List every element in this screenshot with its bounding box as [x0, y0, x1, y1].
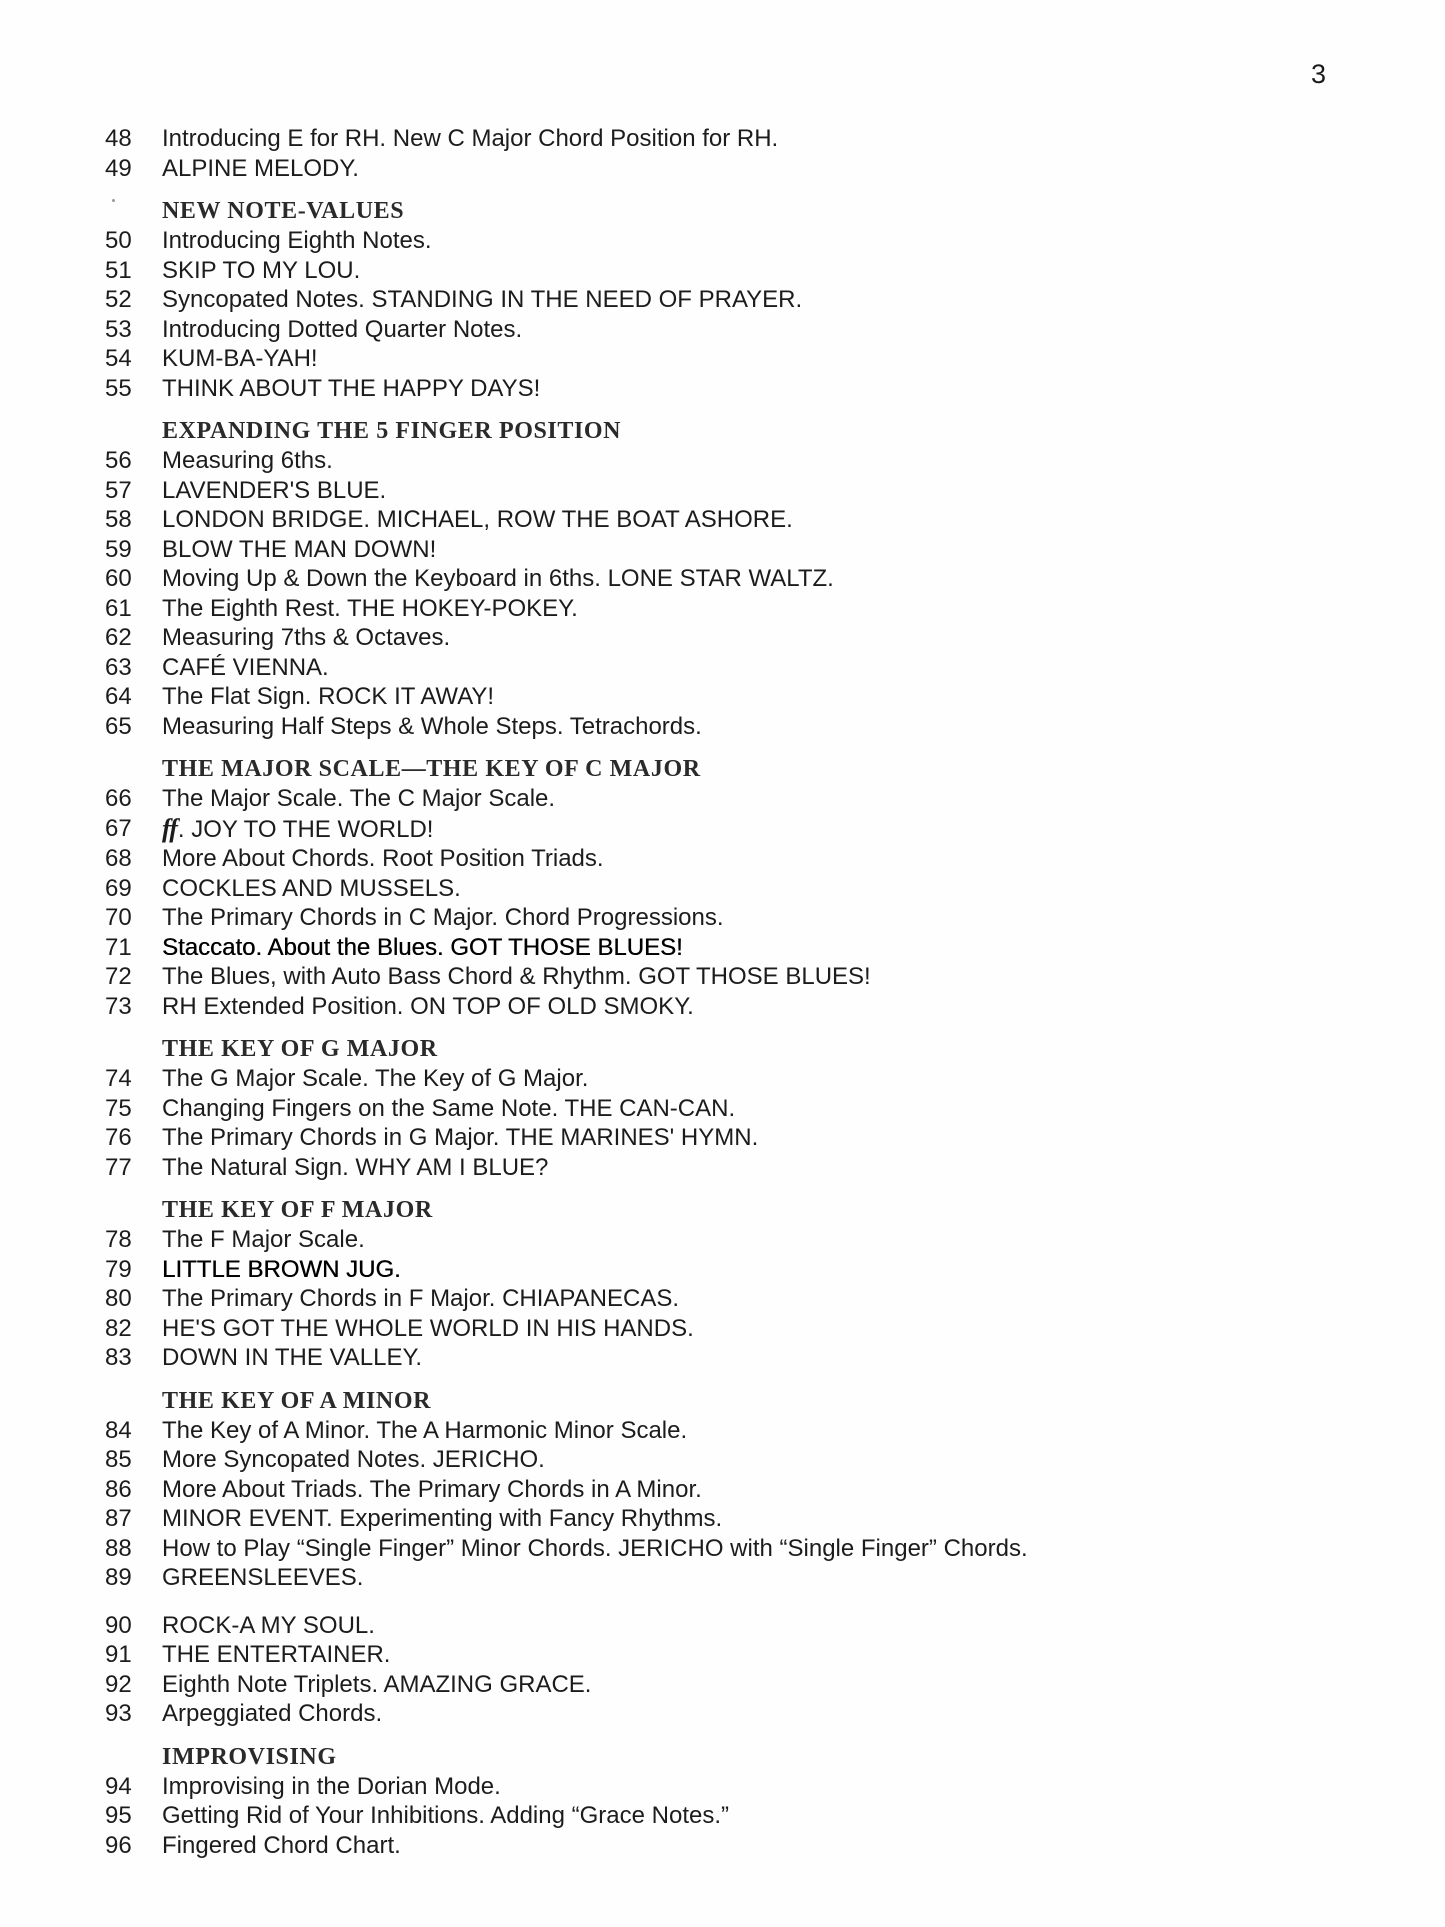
- entry-page-number: 85: [105, 1446, 132, 1473]
- entry-title: Moving Up & Down the Keyboard in 6ths. LONE STAR WALTZ.: [162, 565, 834, 592]
- entry-title: COCKLES AND MUSSELS.: [162, 874, 461, 902]
- entry-title: The Flat Sign. ROCK IT AWAY!: [162, 683, 495, 710]
- entry-title: Measuring 7ths & Octaves.: [162, 624, 451, 651]
- section-heading: THE MAJOR SCALE—THE KEY OF C MAJOR: [162, 756, 701, 782]
- entry-page-number: 95: [105, 1802, 132, 1829]
- entry-page-number: 69: [105, 874, 132, 902]
- entry-title: The Eighth Rest. THE HOKEY-POKEY.: [162, 594, 578, 622]
- toc-entry: [105, 1699, 1385, 1729]
- toc-entry: [105, 476, 1385, 506]
- entry-title: RH Extended Position. ON TOP OF OLD SMOKY.: [162, 992, 694, 1020]
- entry-title: Introducing E for RH. New C Major Chord Position for RH.: [162, 125, 779, 152]
- entry-title: Changing Fingers on the Same Note. THE CAN-CAN.: [162, 1094, 736, 1122]
- toc-entry: [105, 1123, 1385, 1153]
- toc-entry: [105, 535, 1385, 565]
- entry-title: LITTLE BROWN JUG.: [162, 1255, 401, 1283]
- entry-page-number: 89: [105, 1564, 132, 1591]
- entry-page-number: 58: [105, 506, 132, 533]
- toc-entry: [105, 594, 1385, 624]
- entry-title: The Natural Sign. WHY AM I BLUE?: [162, 1153, 549, 1181]
- toc-section: [105, 196, 1385, 403]
- entry-page-number: 57: [105, 476, 132, 504]
- entry-page-number: 66: [105, 785, 132, 812]
- table-of-contents: [105, 124, 1385, 1860]
- toc-entry: [105, 315, 1385, 345]
- toc-entry: [105, 1094, 1385, 1124]
- entry-page-number: 49: [105, 154, 132, 182]
- toc-entry: [105, 1225, 1385, 1255]
- toc-section: [105, 1034, 1385, 1182]
- entry-title: Eighth Note Triplets. AMAZING GRACE.: [162, 1670, 592, 1698]
- toc-entry: [105, 653, 1385, 683]
- section-heading: THE KEY OF G MAJOR: [162, 1036, 438, 1062]
- entry-page-number: 63: [105, 653, 132, 681]
- entry-page-number: 54: [105, 345, 132, 372]
- toc-entry: [105, 374, 1385, 404]
- toc-entry: [105, 1670, 1385, 1700]
- entry-title: DOWN IN THE VALLEY.: [162, 1344, 423, 1371]
- entry-page-number: 88: [105, 1534, 132, 1562]
- entry-title: Introducing Eighth Notes.: [162, 227, 432, 254]
- entry-page-number: 78: [105, 1226, 132, 1253]
- toc-entry: [105, 623, 1385, 653]
- entry-title-text: . JOY TO THE WORLD!: [177, 815, 434, 843]
- entry-title: Introducing Dotted Quarter Notes.: [162, 315, 523, 343]
- toc-section: [105, 416, 1385, 741]
- toc-entry: [105, 814, 1385, 845]
- entry-title: Syncopated Notes. STANDING IN THE NEED OF PRAYER.: [162, 286, 803, 313]
- toc-entry: [105, 1640, 1385, 1670]
- entry-title: MINOR EVENT. Experimenting with Fancy Rhythms.: [162, 1505, 723, 1532]
- toc-entry: [105, 1563, 1385, 1593]
- entry-page-number: 80: [105, 1285, 132, 1312]
- entry-title: The Primary Chords in G Major. THE MARINES' HYMN.: [162, 1124, 759, 1151]
- entry-title: The Primary Chords in C Major. Chord Progressions.: [162, 904, 724, 931]
- toc-entry: [105, 1416, 1385, 1446]
- entry-page-number: 52: [105, 286, 132, 313]
- toc-entry: [105, 1064, 1385, 1094]
- entry-title: LAVENDER'S BLUE.: [162, 476, 387, 504]
- entry-page-number: 84: [105, 1416, 132, 1444]
- entry-title: The G Major Scale. The Key of G Major.: [162, 1065, 589, 1092]
- entry-title: ALPINE MELODY.: [162, 154, 359, 182]
- entry-page-number: 96: [105, 1831, 132, 1859]
- toc-entry: [105, 844, 1385, 874]
- toc-entry: [105, 1831, 1385, 1861]
- toc-entry: [105, 1255, 1385, 1285]
- entry-page-number: 72: [105, 963, 132, 990]
- entry-page-number: 62: [105, 624, 132, 651]
- entry-title: KUM-BA-YAH!: [162, 345, 318, 372]
- entry-title: More About Chords. Root Position Triads.: [162, 845, 604, 872]
- entry-page-number: 51: [105, 256, 132, 284]
- entry-page-number: 92: [105, 1670, 132, 1698]
- toc-entry: [105, 285, 1385, 315]
- entry-title: More About Triads. The Primary Chords in A Minor.: [162, 1475, 702, 1503]
- toc-entry: [105, 933, 1385, 963]
- toc-section: [105, 124, 1385, 183]
- entry-page-number: 91: [105, 1641, 132, 1668]
- entry-page-number: 64: [105, 683, 132, 710]
- entry-page-number: 50: [105, 227, 132, 254]
- entry-page-number: 86: [105, 1475, 132, 1503]
- entry-title: SKIP TO MY LOU.: [162, 256, 361, 284]
- toc-entry: [105, 1772, 1385, 1802]
- toc-entry: [105, 712, 1385, 742]
- toc-entry: [105, 124, 1385, 154]
- entry-title: Staccato. About the Blues. GOT THOSE BLUES!: [162, 933, 683, 961]
- toc-entry: [105, 1475, 1385, 1505]
- entry-page-number: 59: [105, 535, 132, 563]
- section-heading: THE KEY OF F MAJOR: [162, 1197, 433, 1223]
- entry-title: The Blues, with Auto Bass Chord & Rhythm. GOT THOSE BLUES!: [162, 963, 871, 990]
- toc-entry: [105, 564, 1385, 594]
- entry-title: THE ENTERTAINER.: [162, 1641, 391, 1668]
- toc-entry: [105, 1801, 1385, 1831]
- entry-page-number: 68: [105, 845, 132, 872]
- toc-entry: [105, 1504, 1385, 1534]
- toc-entry: [105, 226, 1385, 256]
- entry-page-number: 75: [105, 1094, 132, 1122]
- entry-title: Measuring 6ths.: [162, 447, 333, 474]
- section-heading: EXPANDING THE 5 FINGER POSITION: [162, 418, 622, 444]
- toc-entry: [105, 1314, 1385, 1344]
- entry-title: The Primary Chords in F Major. CHIAPANECAS.: [162, 1285, 680, 1312]
- entry-page-number: 77: [105, 1153, 132, 1181]
- toc-entry: [105, 1445, 1385, 1475]
- toc-entry: [105, 1611, 1385, 1641]
- toc-section: [105, 1742, 1385, 1861]
- toc-entry: [105, 256, 1385, 286]
- entry-title: Getting Rid of Your Inhibitions. Adding “Grace Notes.”: [162, 1802, 729, 1829]
- entry-title: GREENSLEEVES.: [162, 1564, 364, 1591]
- entry-page-number: 90: [105, 1611, 132, 1639]
- section-heading: NEW NOTE-VALUES: [162, 198, 405, 224]
- toc-entry: [105, 1343, 1385, 1373]
- dynamic-marking: ff: [162, 813, 177, 843]
- entry-title: ROCK-A MY SOUL.: [162, 1611, 375, 1639]
- toc-section: [105, 1195, 1385, 1373]
- entry-page-number: 73: [105, 992, 132, 1020]
- toc-entry: [105, 154, 1385, 184]
- entry-page-number: 56: [105, 447, 132, 474]
- section-heading: THE KEY OF A MINOR: [162, 1387, 432, 1414]
- entry-title: The Key of A Minor. The A Harmonic Minor Scale.: [162, 1416, 688, 1444]
- toc-section: [105, 1611, 1385, 1729]
- entry-title: Arpeggiated Chords.: [162, 1700, 383, 1727]
- entry-page-number: 87: [105, 1505, 132, 1532]
- toc-entry: [105, 682, 1385, 712]
- entry-page-number: 70: [105, 904, 132, 931]
- page-number: 3: [1311, 59, 1327, 89]
- entry-title: The F Major Scale.: [162, 1226, 365, 1253]
- entry-title: THINK ABOUT THE HAPPY DAYS!: [162, 374, 541, 402]
- entry-page-number: 74: [105, 1065, 132, 1092]
- toc-entry: [105, 344, 1385, 374]
- toc-section: [105, 1386, 1385, 1593]
- toc-entry: [105, 446, 1385, 476]
- entry-page-number: 67: [105, 814, 132, 842]
- toc-entry: [105, 1284, 1385, 1314]
- toc-entry: [105, 1534, 1385, 1564]
- entry-page-number: 61: [105, 594, 132, 622]
- entry-title: LONDON BRIDGE. MICHAEL, ROW THE BOAT ASHORE.: [162, 506, 793, 533]
- entry-page-number: 53: [105, 315, 132, 343]
- toc-entry: [105, 992, 1385, 1022]
- entry-page-number: 76: [105, 1124, 132, 1151]
- entry-title: [162, 814, 1385, 845]
- entry-page-number: 83: [105, 1344, 132, 1371]
- entry-page-number: 93: [105, 1700, 132, 1727]
- entry-page-number: 79: [105, 1255, 132, 1283]
- entry-title: Improvising in the Dorian Mode.: [162, 1772, 501, 1800]
- section-heading: IMPROVISING: [162, 1743, 337, 1770]
- entry-page-number: 94: [105, 1772, 132, 1800]
- toc-entry: [105, 505, 1385, 535]
- toc-section: [105, 754, 1385, 1021]
- entry-page-number: 60: [105, 565, 132, 592]
- entry-title: More Syncopated Notes. JERICHO.: [162, 1446, 545, 1473]
- toc-entry: [105, 784, 1385, 814]
- entry-page-number: 55: [105, 374, 132, 402]
- entry-page-number: 65: [105, 712, 132, 740]
- toc-entry: [105, 903, 1385, 933]
- entry-page-number: 48: [105, 125, 132, 152]
- entry-page-number: 71: [105, 933, 132, 961]
- toc-entry: [105, 1153, 1385, 1183]
- entry-title: Fingered Chord Chart.: [162, 1831, 401, 1859]
- entry-title: BLOW THE MAN DOWN!: [162, 535, 437, 563]
- entry-title: Measuring Half Steps & Whole Steps. Tetrachords.: [162, 712, 702, 740]
- entry-page-number: 82: [105, 1314, 132, 1342]
- entry-title: How to Play “Single Finger” Minor Chords. JERICHO with “Single Finger” Chords.: [162, 1534, 1028, 1562]
- toc-entry: [105, 874, 1385, 904]
- entry-title: The Major Scale. The C Major Scale.: [162, 785, 556, 812]
- entry-title: CAFÉ VIENNA.: [162, 653, 329, 681]
- toc-entry: [105, 962, 1385, 992]
- entry-title: HE'S GOT THE WHOLE WORLD IN HIS HANDS.: [162, 1314, 694, 1342]
